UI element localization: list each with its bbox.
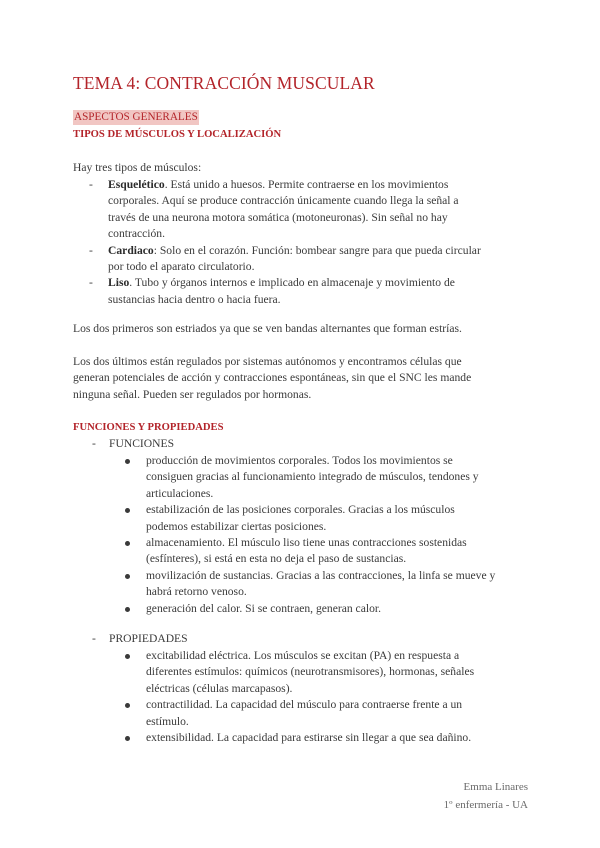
term-esqueletico: Esquelético [108, 178, 165, 191]
subheading-functions: FUNCIONES Y PROPIEDADES [73, 422, 224, 433]
term-liso: Liso [108, 276, 130, 290]
functions-label: FUNCIONES [109, 437, 175, 450]
list-item [73, 275, 533, 308]
item-text: corporales. Aquí se produce contracción únicamente cuando llega la señal a [108, 194, 459, 208]
page-title: TEMA 4: CONTRACCIÓN MUSCULAR [73, 73, 375, 93]
item-text: podemos estabilizar ciertas posiciones. [146, 519, 327, 533]
item-text: contracción. [108, 227, 165, 241]
item-text: . Está unido a huesos. Permite contraerse en los movimientos [164, 178, 449, 191]
list-item [73, 177, 533, 243]
item-text: estímulo. [146, 714, 189, 728]
list-item [108, 502, 538, 535]
paragraph-line: ninguna señal. Pueden ser regulados por hormonas. [73, 387, 312, 401]
item-text: generación del calor. Si se contraen, generan calor. [146, 601, 381, 615]
footer-course: 1º enfermería - UA [443, 799, 528, 811]
dash-marker: - [89, 243, 93, 257]
bullet-dot [125, 459, 130, 464]
item-text: través de una neurona motora somática (motoneuronas). Sin señal no hay [108, 210, 448, 224]
dash-marker: - [89, 276, 93, 290]
list-item [108, 453, 538, 502]
bullet-dot [125, 508, 130, 513]
paragraph-line: generan potenciales de acción y contracciones espontáneas, sin que el SNC les mande [73, 371, 472, 385]
item-text: : Solo en el corazón. Función: bombear sangre para que pueda circular [153, 243, 481, 257]
paragraph-line: Los dos últimos están regulados por sistemas autónomos y encontramos células que [73, 355, 462, 368]
list-item [108, 601, 538, 617]
functions-list [108, 453, 538, 617]
term-cardiaco: Cardiaco [108, 243, 154, 257]
item-text: estabilización de las posiciones corporales. Gracias a los músculos [146, 503, 455, 517]
item-text: articulaciones. [146, 486, 214, 500]
dash-marker: - [92, 632, 96, 645]
paragraph-autonomic [73, 354, 533, 403]
item-text: diferentes estímulos: químicos (neurotransmisores), hormonas, señales [146, 665, 475, 679]
properties-list [108, 648, 538, 746]
bullet-dot [125, 736, 130, 741]
list-item [108, 568, 538, 601]
item-text: eléctricas (células marcapasos). [146, 681, 293, 695]
item-text: contractilidad. La capacidad del músculo para contraerse frente a un [146, 698, 463, 712]
muscle-types-list [73, 177, 533, 308]
subheading-types: TIPOS DE MÚSCULOS Y LOCALIZACIÓN [73, 129, 282, 140]
bullet-dot [125, 654, 130, 659]
item-text: almacenamiento. El músculo liso tiene unas contracciones sostenidas [146, 536, 467, 550]
item-text: movilización de sustancias. Gracias a las contracciones, la linfa se mueve y [146, 568, 496, 582]
bullet-dot [125, 574, 130, 579]
list-item [108, 535, 538, 568]
bullet-dot [125, 541, 130, 546]
item-text: habrá retorno venoso. [146, 585, 247, 599]
paragraph-striated: Los dos primeros son estriados ya que se ven bandas alternantes que forman estrías. [73, 322, 462, 335]
item-text: consiguen gracias al funcionamiento integrado de músculos, tendones y [146, 470, 479, 484]
item-text: excitabilidad eléctrica. Los músculos se excitan (PA) en respuesta a [146, 649, 460, 662]
list-item [108, 697, 538, 730]
item-text: producción de movimientos corporales. Todos los movimientos se [146, 454, 453, 467]
intro-text: Hay tres tipos de músculos: [73, 161, 202, 174]
list-item [108, 730, 538, 746]
item-text: extensibilidad. La capacidad para estirarse sin llegar a que sea dañino. [146, 731, 472, 745]
item-text: (esfínteres), si está en esta no deja el paso de sustancias. [146, 552, 407, 566]
bullet-dot [125, 607, 130, 612]
properties-label: PROPIEDADES [109, 632, 188, 645]
list-item [73, 243, 533, 276]
bullet-dot [125, 703, 130, 708]
item-text: por todo el aparato circulatorio. [108, 260, 255, 274]
dash-marker: - [89, 178, 93, 191]
item-text: sustancias hacia dentro o hacia fuera. [108, 292, 281, 306]
list-item [108, 648, 538, 697]
footer-author: Emma Linares [463, 781, 528, 793]
item-text: . Tubo y órganos internos e implicado en almacenaje y movimiento de [129, 276, 455, 290]
section-highlight: ASPECTOS GENERALES [74, 111, 198, 123]
dash-marker: - [92, 437, 96, 450]
